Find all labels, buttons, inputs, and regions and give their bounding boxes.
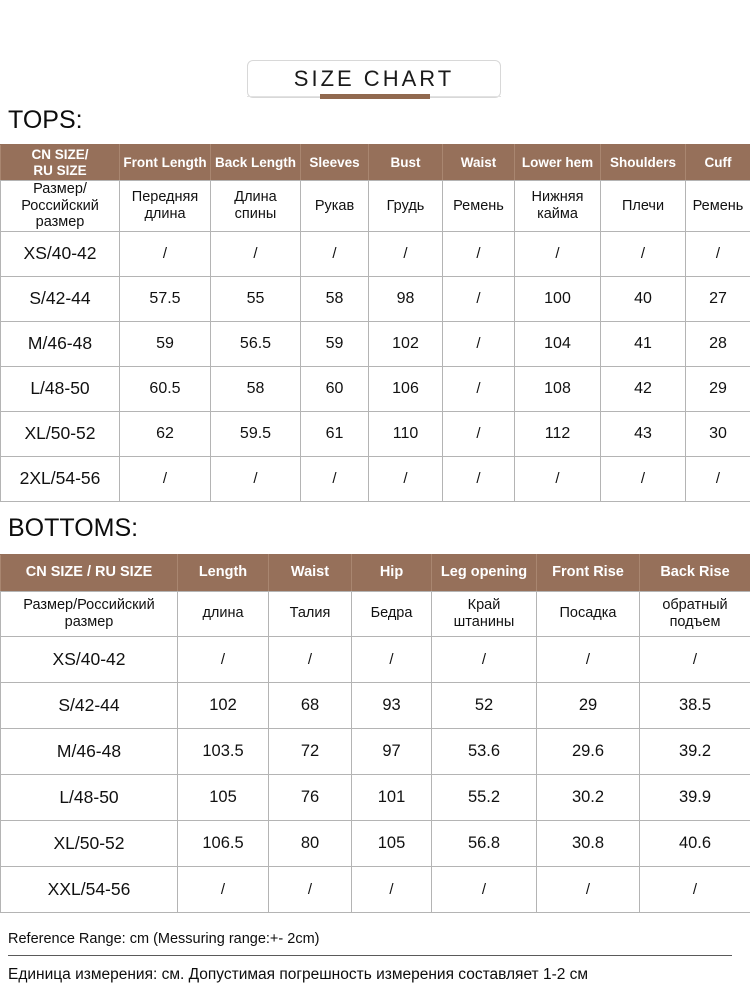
measurement-cell: 108: [515, 366, 601, 411]
size-cell: M/46-48: [1, 321, 120, 366]
measurement-cell: 29: [686, 366, 750, 411]
tops-ru-back-l1: Длина: [234, 189, 277, 206]
bottoms-col-header-waist: Waist: [269, 554, 352, 591]
measurement-cell: 28: [686, 321, 750, 366]
measurement-cell-empty: /: [515, 231, 601, 276]
tops-ru-size-l2: Российский: [21, 197, 99, 214]
measurement-cell: 100: [515, 276, 601, 321]
measurement-cell-empty: /: [211, 456, 301, 501]
measurement-cell: 93: [352, 682, 432, 728]
bottoms-col-header-ru-hip: Бедра: [352, 591, 432, 636]
bottoms-col-header-ru-size: [1, 591, 178, 636]
size-cell: XXL/54-56: [1, 866, 178, 912]
measurement-cell-empty: /: [443, 456, 515, 501]
tops-col-header-ru-size: [1, 181, 120, 232]
tops-col-header-ru-waist: Ремень: [443, 181, 515, 232]
size-cell: S/42-44: [1, 276, 120, 321]
measurement-cell: 55: [211, 276, 301, 321]
measurement-cell: 29.6: [537, 728, 640, 774]
tops-col-header-waist: Waist: [443, 145, 515, 181]
bottoms-col-header-ru-front-rise: Посадка: [537, 591, 640, 636]
size-cell: XL/50-52: [1, 820, 178, 866]
bottoms-section-heading: BOTTOMS:: [8, 513, 139, 542]
bottoms-col-header-ru-back-rise: [640, 591, 750, 636]
measurement-cell-empty: /: [601, 231, 686, 276]
bottoms-header-row-ru: [1, 591, 750, 636]
measurement-cell-empty: /: [178, 866, 269, 912]
measurement-cell: 29: [537, 682, 640, 728]
size-cell: L/48-50: [1, 366, 120, 411]
bottoms-col-header-length: Length: [178, 554, 269, 591]
measurement-cell: 30.2: [537, 774, 640, 820]
measurement-cell-empty: /: [443, 411, 515, 456]
measurement-cell: 56.8: [432, 820, 537, 866]
measurement-cell-empty: /: [515, 456, 601, 501]
tops-col-header-ru-bust: Грудь: [369, 181, 443, 232]
measurement-cell: 41: [601, 321, 686, 366]
measurement-cell-empty: /: [601, 456, 686, 501]
measurement-cell-empty: /: [211, 231, 301, 276]
measurement-cell: 38.5: [640, 682, 750, 728]
bottoms-col-header-back-rise: Back Rise: [640, 554, 750, 591]
table-row: [1, 456, 750, 501]
measurement-cell-empty: /: [120, 456, 211, 501]
measurement-cell: 52: [432, 682, 537, 728]
footer-notes: [0, 913, 750, 985]
measurement-cell: 72: [269, 728, 352, 774]
bottoms-size-table: [0, 554, 750, 913]
size-cell: XL/50-52: [1, 411, 120, 456]
size-cell: XS/40-42: [1, 231, 120, 276]
measurement-cell: 105: [352, 820, 432, 866]
table-row: [1, 321, 750, 366]
tops-col-header-sleeves: Sleeves: [301, 145, 369, 181]
measurement-cell: 97: [352, 728, 432, 774]
measurement-cell-empty: /: [686, 456, 750, 501]
tops-ru-front-l2: длина: [144, 205, 186, 222]
measurement-cell-empty: /: [443, 321, 515, 366]
measurement-cell-empty: /: [352, 636, 432, 682]
tops-col-header-ru-lower-hem: [515, 181, 601, 232]
measurement-cell: 102: [178, 682, 269, 728]
tops-col-header-size: [1, 145, 120, 181]
measurement-cell: 112: [515, 411, 601, 456]
tops-header-row-en: [1, 145, 750, 181]
measurement-cell-empty: /: [443, 276, 515, 321]
table-row: [1, 866, 750, 912]
tops-header-row-ru: [1, 181, 750, 232]
bottoms-col-header-front-rise: Front Rise: [537, 554, 640, 591]
table-row: [1, 231, 750, 276]
size-cell: L/48-50: [1, 774, 178, 820]
bottoms-ru-backrise-l2: подъем: [669, 613, 721, 630]
tops-col-header-bust: Bust: [369, 145, 443, 181]
tops-ru-hem-l2: кайма: [537, 205, 578, 222]
bottoms-col-header-ru-leg-opening: [432, 591, 537, 636]
bottoms-col-header-ru-waist: Талия: [269, 591, 352, 636]
measurement-cell-empty: /: [686, 231, 750, 276]
measurement-cell-empty: /: [269, 636, 352, 682]
bottoms-col-header-size: CN SIZE / RU SIZE: [1, 554, 178, 591]
tops-section-heading: TOPS:: [8, 106, 83, 134]
measurement-cell: 40: [601, 276, 686, 321]
tops-col-header-ru-shoulders: Плечи: [601, 181, 686, 232]
tops-ru-size-l3: размер: [35, 214, 85, 231]
measurement-cell-empty: /: [269, 866, 352, 912]
measurement-cell: 43: [601, 411, 686, 456]
bottoms-header-row-en: [1, 554, 750, 591]
page-title: SIZE CHART: [293, 66, 455, 91]
table-row: [1, 682, 750, 728]
measurement-cell-empty: /: [443, 366, 515, 411]
table-row: [1, 366, 750, 411]
tops-col-header-ru-back-length: [211, 181, 301, 232]
tops-col-header-size-line1: CN SIZE/: [31, 147, 89, 163]
reference-range-note-ru: Единица измерения: см. Допустимая погрешность измерения составляет 1-2 см: [8, 965, 589, 983]
measurement-cell: 27: [686, 276, 750, 321]
size-cell: 2XL/54-56: [1, 456, 120, 501]
measurement-cell: 101: [352, 774, 432, 820]
bottoms-col-header-ru-length: длина: [178, 591, 269, 636]
measurement-cell-empty: /: [301, 456, 369, 501]
measurement-cell: 76: [269, 774, 352, 820]
measurement-cell-empty: /: [432, 636, 537, 682]
title-banner: [0, 0, 750, 104]
tops-col-header-shoulders: Shoulders: [601, 145, 686, 181]
table-row: [1, 276, 750, 321]
measurement-cell: 103.5: [178, 728, 269, 774]
measurement-cell-empty: /: [537, 866, 640, 912]
measurement-cell-empty: /: [369, 456, 443, 501]
bottoms-ru-size-l2: размер: [64, 613, 114, 630]
measurement-cell-empty: /: [537, 636, 640, 682]
bottoms-ru-backrise-l1: обратный: [662, 596, 728, 613]
bottoms-col-header-hip: Hip: [352, 554, 432, 591]
bottoms-ru-size-l1: Размер/Российский: [23, 596, 155, 613]
table-row: [1, 728, 750, 774]
measurement-cell: 55.2: [432, 774, 537, 820]
tops-col-header-ru-front-length: [120, 181, 211, 232]
measurement-cell: 98: [369, 276, 443, 321]
measurement-cell-empty: /: [432, 866, 537, 912]
measurement-cell: 80: [269, 820, 352, 866]
measurement-cell-empty: /: [369, 231, 443, 276]
tops-col-header-lower-hem: Lower hem: [515, 145, 601, 181]
measurement-cell: 110: [369, 411, 443, 456]
measurement-cell-empty: /: [640, 866, 750, 912]
tops-size-table: [0, 144, 750, 502]
measurement-cell: 68: [269, 682, 352, 728]
measurement-cell: 59.5: [211, 411, 301, 456]
measurement-cell: 39.9: [640, 774, 750, 820]
tops-col-header-cuff: Cuff: [686, 145, 750, 181]
measurement-cell: 30.8: [537, 820, 640, 866]
measurement-cell: 30: [686, 411, 750, 456]
tops-ru-back-l2: спины: [234, 205, 277, 222]
table-row: [1, 636, 750, 682]
reference-range-note-en: Reference Range: cm (Messuring range:+- 2cm): [8, 930, 320, 947]
measurement-cell: 61: [301, 411, 369, 456]
measurement-cell-empty: /: [352, 866, 432, 912]
bottoms-ru-leg-l2: штанины: [453, 613, 515, 630]
measurement-cell: 102: [369, 321, 443, 366]
bottoms-col-header-leg-opening: Leg opening: [432, 554, 537, 591]
bottoms-table-body: [1, 636, 750, 912]
measurement-cell-empty: /: [120, 231, 211, 276]
measurement-cell: 56.5: [211, 321, 301, 366]
measurement-cell: 57.5: [120, 276, 211, 321]
measurement-cell-empty: /: [640, 636, 750, 682]
table-row: [1, 411, 750, 456]
tops-ru-size-l1: Размер/: [33, 181, 87, 197]
tops-col-header-size-line2: RU SIZE: [33, 162, 87, 178]
measurement-cell: 58: [211, 366, 301, 411]
size-cell: XS/40-42: [1, 636, 178, 682]
measurement-cell-empty: /: [443, 231, 515, 276]
measurement-cell: 106.5: [178, 820, 269, 866]
tops-ru-hem-l1: Нижняя: [531, 189, 584, 206]
measurement-cell: 58: [301, 276, 369, 321]
measurement-cell: 104: [515, 321, 601, 366]
tops-table-body: [1, 231, 750, 501]
measurement-cell-empty: /: [301, 231, 369, 276]
table-row: [1, 774, 750, 820]
tops-col-header-back-length: Back Length: [211, 145, 301, 181]
size-cell: M/46-48: [1, 728, 178, 774]
measurement-cell: 53.6: [432, 728, 537, 774]
table-row: [1, 820, 750, 866]
measurement-cell: 42: [601, 366, 686, 411]
tops-col-header-front-length: Front Length: [120, 145, 211, 181]
measurement-cell-empty: /: [178, 636, 269, 682]
measurement-cell: 60.5: [120, 366, 211, 411]
tops-col-header-ru-cuff: Ремень: [686, 181, 750, 232]
measurement-cell: 59: [120, 321, 211, 366]
size-cell: S/42-44: [1, 682, 178, 728]
measurement-cell: 60: [301, 366, 369, 411]
bottoms-ru-leg-l1: Край: [467, 596, 501, 613]
measurement-cell: 40.6: [640, 820, 750, 866]
measurement-cell: 106: [369, 366, 443, 411]
size-chart-badge: [247, 60, 501, 98]
measurement-cell: 59: [301, 321, 369, 366]
measurement-cell: 62: [120, 411, 211, 456]
tops-ru-front-l1: Передняя: [131, 189, 199, 206]
tops-col-header-ru-sleeves: Рукав: [301, 181, 369, 232]
title-accent-underline: [320, 94, 430, 99]
measurement-cell: 39.2: [640, 728, 750, 774]
measurement-cell: 105: [178, 774, 269, 820]
